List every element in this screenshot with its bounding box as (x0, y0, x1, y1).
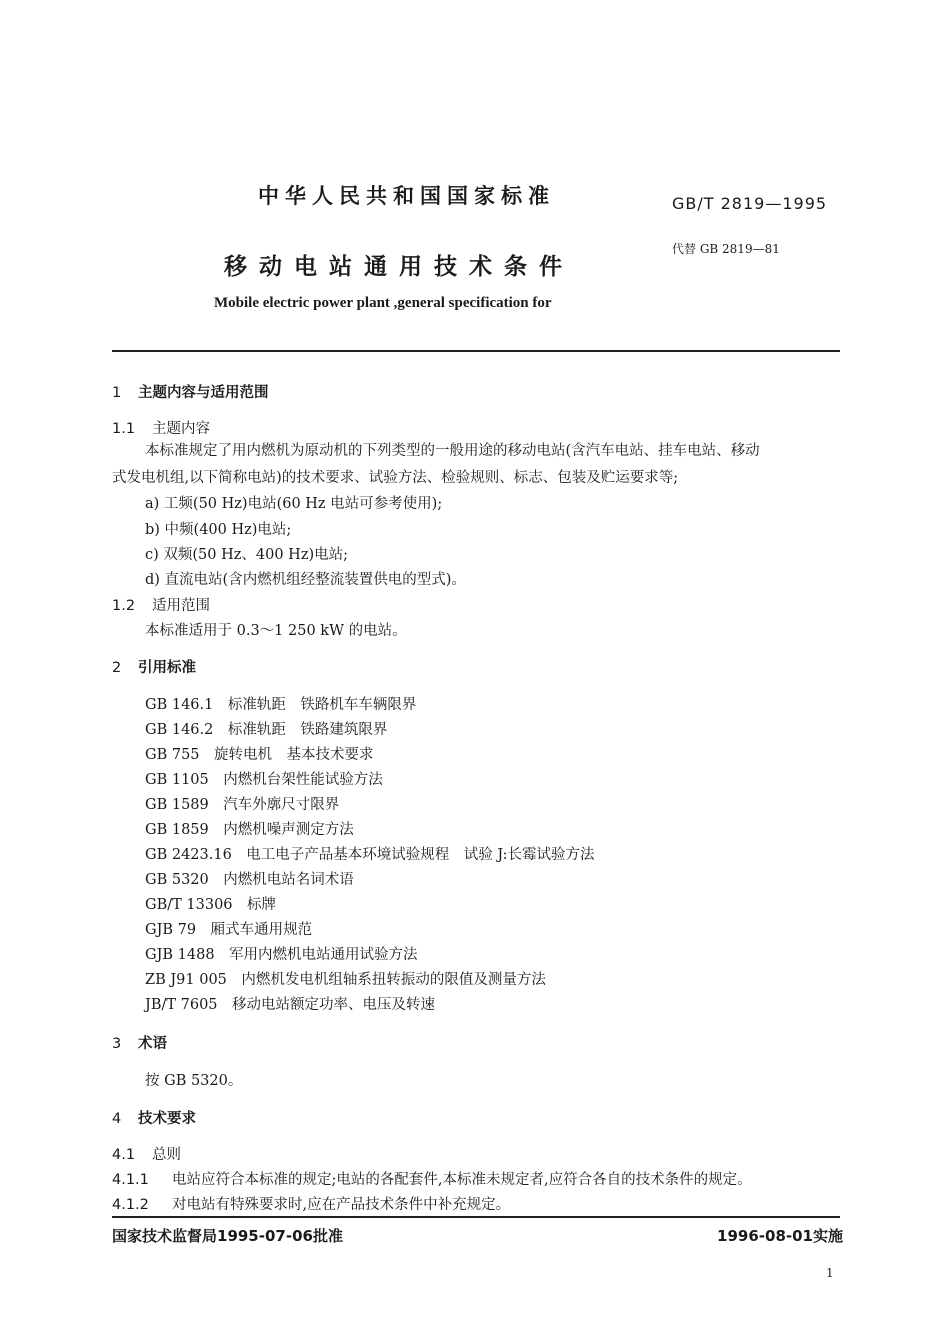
document-title-en: Mobile electric power plant ,general specification for (214, 295, 552, 311)
section-number: 3 (112, 1036, 122, 1052)
list-item: b) 中频(400 Hz)电站; (145, 522, 292, 538)
approval-date: 国家技术监督局1995-07-06批准 (112, 1227, 343, 1245)
section-1-1-paragraph-line-1: 本标准规定了用内燃机为原动机的下列类型的一般用途的移动电站(含汽车电站、挂车电站、移动 (145, 443, 760, 459)
list-item: d) 直流电站(含内燃机组经整流装置供电的型式)。 (145, 572, 466, 588)
section-title: 主题内容 (152, 421, 210, 437)
reference-item: GB 2423.16 电工电子产品基本环境试验规程 试验 J:长霉试验方法 (145, 847, 595, 863)
reference-item: GB 146.1 标准轨距 铁路机车车辆限界 (145, 697, 417, 713)
section-title: 引用标准 (138, 660, 196, 676)
section-title: 总则 (152, 1147, 181, 1163)
section-number: 4.1.2 (112, 1197, 149, 1213)
section-title: 术语 (138, 1036, 167, 1052)
section-4-1-heading (112, 1143, 181, 1164)
section-number: 2 (112, 660, 122, 676)
section-1-1-paragraph-line-2: 式发电机组,以下简称电站)的技术要求、试验方法、检验规则、标志、包装及贮运要求等; (112, 470, 679, 486)
section-text: 电站应符合本标准的规定;电站的各配套件,本标准未规定者,应符合各自的技术条件的规定。 (172, 1172, 752, 1188)
reference-item: GB 146.2 标准轨距 铁路建筑限界 (145, 722, 388, 738)
section-number: 4.1 (112, 1147, 136, 1163)
section-number: 1 (112, 385, 122, 401)
reference-item: GB/T 13306 标牌 (145, 897, 277, 913)
section-4-1-2 (112, 1193, 510, 1214)
section-1-heading (112, 381, 269, 402)
section-number: 4 (112, 1111, 122, 1127)
section-number: 4.1.1 (112, 1172, 149, 1188)
header-divider (112, 350, 840, 352)
section-text: 对电站有特殊要求时,应在产品技术条件中补充规定。 (172, 1197, 511, 1213)
list-item: a) 工频(50 Hz)电站(60 Hz 电站可参考使用); (145, 496, 443, 512)
section-1-1-heading (112, 417, 210, 438)
page-number: 1 (826, 1266, 834, 1280)
standard-number: GB/T 2819—1995 (672, 194, 828, 213)
section-number: 1.2 (112, 598, 136, 614)
reference-item: GB 755 旋转电机 基本技术要求 (145, 747, 374, 763)
list-item: c) 双频(50 Hz、400 Hz)电站; (145, 547, 348, 563)
reference-item: GB 1105 内燃机台架性能试验方法 (145, 772, 383, 788)
section-3-heading (112, 1032, 167, 1053)
section-2-heading (112, 656, 196, 677)
section-title: 主题内容与适用范围 (138, 385, 269, 401)
reference-item: GJB 1488 军用内燃机电站通用试验方法 (145, 947, 418, 963)
section-3-paragraph: 按 GB 5320。 (145, 1073, 243, 1089)
reference-item: GB 1589 汽车外廓尺寸限界 (145, 797, 340, 813)
effective-date: 1996-08-01实施 (717, 1227, 843, 1245)
section-number: 1.1 (112, 421, 136, 437)
section-4-1-1 (112, 1168, 752, 1189)
reference-item: GJB 79 厢式车通用规范 (145, 922, 313, 938)
reference-item: GB 5320 内燃机电站名词术语 (145, 872, 354, 888)
section-1-2-paragraph: 本标准适用于 0.3～1 250 kW 的电站。 (145, 623, 407, 639)
replaces-standard: 代替 GB 2819—81 (672, 242, 780, 256)
footer-divider (112, 1216, 840, 1218)
section-4-heading (112, 1107, 196, 1128)
reference-item: ZB J91 005 内燃机发电机组轴系扭转振动的限值及测量方法 (145, 972, 546, 988)
section-1-2-heading (112, 594, 210, 615)
reference-item: JB/T 7605 移动电站额定功率、电压及转速 (145, 997, 436, 1013)
national-standard-heading: 中华人民共和国国家标准 (258, 184, 555, 208)
document-title-cn: 移动电站通用技术条件 (224, 254, 574, 280)
section-title: 适用范围 (152, 598, 210, 614)
reference-item: GB 1859 内燃机噪声测定方法 (145, 822, 354, 838)
section-title: 技术要求 (138, 1111, 196, 1127)
